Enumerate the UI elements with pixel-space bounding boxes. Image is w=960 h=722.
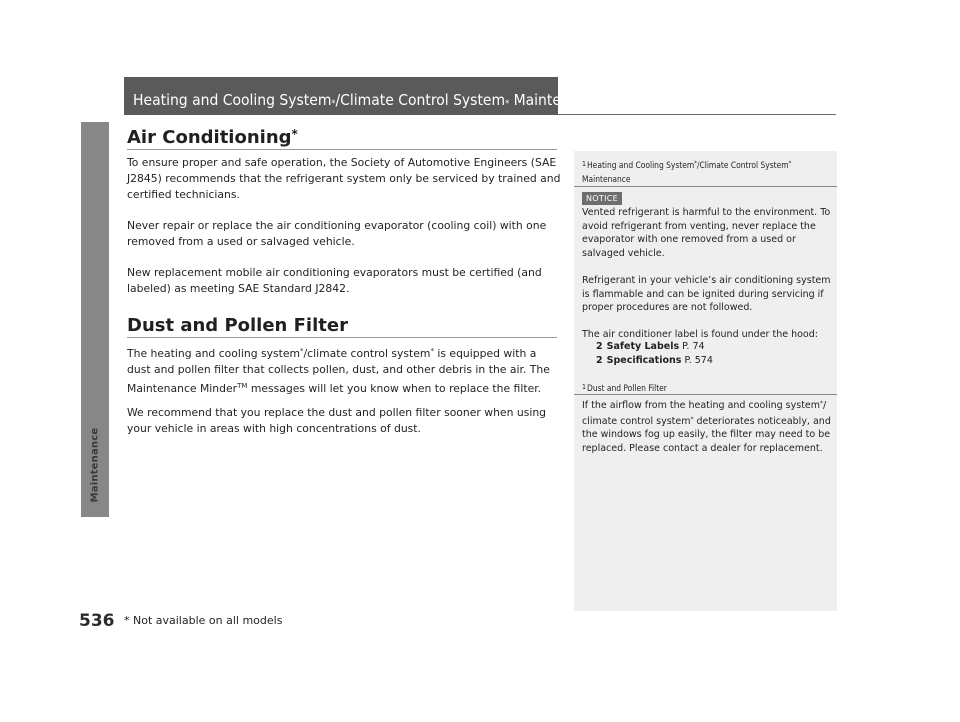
ac-paragraph-1: To ensure proper and safe operation, the Society of Automotive Engineers (SAE J2845) recommends that the refrigerant system only be serviced by trained and certified technicians. <box>127 156 561 201</box>
air-conditioning-heading-star: * <box>291 127 298 141</box>
sb2-text-c: deteriorates noticeably, and the windows fog up easily, the filter may need to be replaced. Please contact a dealer for replacement. <box>582 415 831 454</box>
banner-text-1: Heating and Cooling System <box>133 91 332 109</box>
chapter-banner <box>124 77 604 115</box>
sidebar-block2-rule <box>574 394 837 395</box>
ac-paragraph-3: New replacement mobile air conditioning evaporators must be certified (and labeled) as meeting SAE Standard J2842. <box>127 266 542 295</box>
sb1-title-star1: * <box>694 160 697 167</box>
df-p1-d: messages will let you know when to replace the filter. <box>247 382 542 395</box>
air-conditioning-heading-text: Air Conditioning <box>127 127 292 148</box>
df-p1-star2: * <box>430 347 434 355</box>
banner-text-2: /Climate Control System <box>335 91 506 109</box>
sb2-text-star2: * <box>690 415 694 423</box>
df-p1-a: The heating and cooling system <box>127 347 301 360</box>
sidebar-refrigerant-text: Refrigerant in your vehicle’s air conditioning system is flammable and can be ignited during servicing if proper procedures are not followed. <box>582 275 831 314</box>
air-conditioning-rule <box>127 149 557 150</box>
banner-text-3: Maintenance <box>509 91 604 109</box>
ref-safety-labels-page: P. 74 <box>682 341 705 352</box>
sb1-title-a: Heating and Cooling System <box>587 160 695 170</box>
sidebar-marker-1: 1 <box>582 160 587 168</box>
sb1-title-b: /Climate Control System <box>696 160 789 170</box>
sb2-text-b: / climate control system <box>582 400 827 427</box>
ref-specifications-label: Specifications <box>606 355 682 366</box>
sidebar-marker-2: 1 <box>582 383 587 391</box>
arrow-right-icon: 2 <box>596 341 603 352</box>
trademark-mark: TM <box>237 382 248 390</box>
ref-specifications-page: P. 574 <box>684 355 713 366</box>
dust-filter-heading: Dust and Pollen Filter <box>127 315 348 336</box>
notice-badge: NOTICE <box>582 192 622 205</box>
sb1-title-star2: * <box>788 160 792 167</box>
air-conditioning-heading <box>127 127 298 148</box>
dust-filter-rule <box>127 337 557 338</box>
footnote: * Not available on all models <box>124 614 283 627</box>
sb1-title-c: Maintenance <box>582 174 631 184</box>
sidebar-filter-text <box>582 397 832 455</box>
arrow-right-icon: 2 <box>596 355 603 366</box>
sidebar-notice-text: Vented refrigerant is harmful to the environment. To avoid refrigerant from venting, never replace the evaporator with one removed from a used or salvaged vehicle. <box>582 207 831 259</box>
sidebar-block1-rule <box>574 186 837 187</box>
df-p1-star1: * <box>300 347 304 355</box>
sb2-title: Dust and Pollen Filter <box>587 383 667 393</box>
sb2-text-a: If the airflow from the heating and cooling system <box>582 400 821 411</box>
df-p1-c: is equipped with a dust and pollen filter that collects pollen, dust, and other debris in the air. The Maintenance Minder <box>127 347 550 395</box>
ref-safety-labels-label: Safety Labels <box>606 341 680 352</box>
ac-paragraph-2: Never repair or replace the air conditioning evaporator (cooling coil) with one removed from a used or salvaged vehicle. <box>127 219 547 248</box>
sidebar-block2-title <box>582 380 832 395</box>
banner-star-2: * <box>505 99 510 109</box>
sidebar-label-location-text: The air conditioner label is found under the hood: <box>582 329 818 340</box>
ref-specifications[interactable] <box>596 355 713 366</box>
sidebar-block1-title <box>582 157 832 186</box>
banner-rule <box>558 114 836 115</box>
page-number: 536 <box>79 611 115 631</box>
df-p1-b: /climate control system <box>303 347 431 360</box>
sb2-text-star1: * <box>820 400 824 407</box>
section-tab-label: Maintenance <box>89 427 101 503</box>
ref-safety-labels[interactable] <box>596 341 705 352</box>
banner-star-1: * <box>331 99 336 109</box>
dust-filter-paragraph-2: We recommend that you replace the dust and pollen filter sooner when using your vehicle in areas with high concentrations of dust. <box>127 406 547 435</box>
dust-filter-paragraph-1 <box>127 343 562 397</box>
